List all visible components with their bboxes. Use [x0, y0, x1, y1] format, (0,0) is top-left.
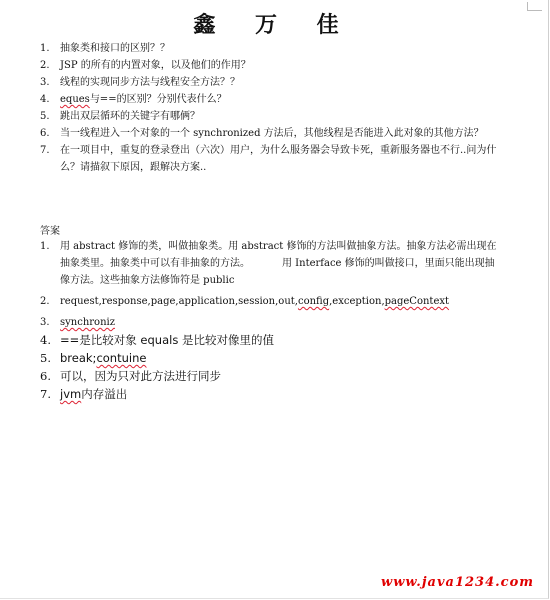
answer-number: 4.: [40, 333, 51, 347]
answer-item: [40, 314, 500, 331]
answer-text: 内存溢出: [81, 387, 128, 401]
answer-text: ,exception,: [329, 296, 385, 307]
answer-item: [40, 331, 500, 349]
answer-text: request,response,page,application,session,out,: [60, 296, 298, 307]
spellcheck-word: contuine: [96, 351, 147, 365]
question-text: 线程的实现同步方法与线程安全方法？？: [60, 77, 240, 88]
question-number: 3.: [40, 77, 50, 88]
question-item: [40, 74, 500, 91]
question-list: [40, 40, 500, 176]
answer-number: 1.: [40, 241, 50, 252]
answer-number: 2.: [40, 296, 50, 307]
question-number: 5.: [40, 111, 50, 122]
answers-heading: 答案: [40, 226, 60, 237]
answer-text: ==是比较对象 equals 是比较对像里的值: [60, 333, 274, 347]
spellcheck-word: config: [297, 296, 330, 307]
answer-item: [40, 367, 500, 385]
question-item: [40, 108, 500, 125]
spellcheck-word: pageContext: [384, 296, 450, 307]
answer-list: [40, 238, 500, 403]
answer-text: 用 abstract 修饰的类，叫做抽象类。用 abstract 修饰的方法叫做抽象方法。抽象方法必需出现在抽象类里。抽象类中可以有非抽象的方法。: [60, 241, 497, 269]
answer-item: [40, 349, 500, 367]
question-number: 2.: [40, 60, 50, 71]
question-text: 抽象类和接口的区别？？: [60, 43, 170, 54]
answer-text: 用 Interface 修饰的叫做接口，里面只能出现抽像方法。这些抽象方法修饰符是 public: [60, 258, 495, 286]
spellcheck-word: eques: [60, 94, 90, 105]
document-title: 鑫 万 佳: [193, 13, 355, 38]
question-text: 在一项目中，重复的登录登出（六次）用户，为什么服务器会导致卡死，重新服务器也不行..问为什么？请描叙下原因，跟解决方案..: [60, 145, 497, 173]
answer-text: break;: [60, 351, 97, 365]
question-item: [40, 125, 500, 142]
question-item: [40, 91, 500, 108]
answer-item: [40, 293, 500, 310]
answer-number: 3.: [40, 317, 50, 328]
question-item: [40, 57, 500, 74]
question-text: 当一线程进入一个对象的一个 synchronized 方法后，其他线程是否能进入此对象的其他方法？: [60, 128, 484, 139]
answer-item: [40, 385, 500, 403]
answer-item: [40, 238, 500, 289]
spellcheck-word: jvm: [60, 387, 82, 401]
answer-number: 7.: [40, 387, 51, 401]
question-number: 1.: [40, 43, 50, 54]
question-number: 4.: [40, 94, 50, 105]
question-text: JSP 的所有的内置对象，以及他们的作用？: [60, 60, 251, 71]
answer-number: 5.: [40, 351, 51, 365]
question-number: 7.: [40, 145, 50, 156]
site-watermark: www.java1234.com: [381, 575, 534, 590]
question-text: 跳出双层循环的关键字有哪俩？: [60, 111, 200, 122]
answer-number: 6.: [40, 369, 51, 383]
spellcheck-word: synchroniz: [60, 317, 115, 328]
answer-text: 可以，因为只对此方法进行同步: [60, 369, 221, 383]
question-item: [40, 40, 500, 57]
question-number: 6.: [40, 128, 50, 139]
question-text: 与==的区别？分别代表什么？: [89, 94, 227, 105]
question-item: [40, 142, 500, 176]
